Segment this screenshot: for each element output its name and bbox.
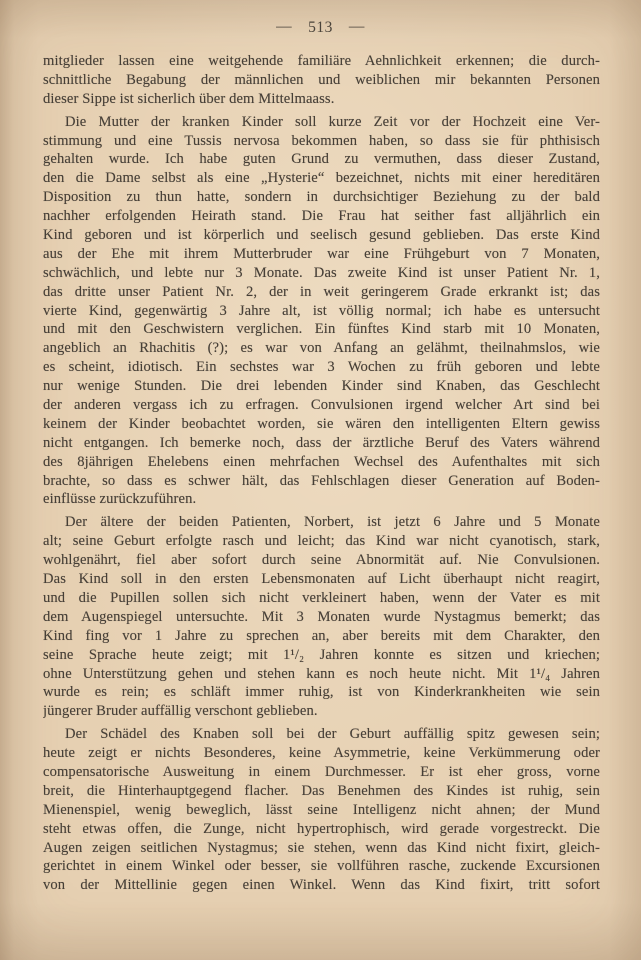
text-line: gehalten wurde. Ich habe guten Grund zu vermuthen, dass dieser Zustand, — [43, 151, 600, 168]
header-dash-left: — — [276, 18, 293, 35]
text-line: wurde es rein; es schläft immer ruhig, ist von Kinderkrankheiten wie sein — [43, 684, 600, 701]
text-line: dieser Sippe ist sicherlich über dem Mittelmaass. — [43, 90, 335, 107]
text-line: seine Sprache heute zeigt; mit 1¹/₂ Jahren konnte es sitzen und kriechen; — [43, 646, 600, 663]
text-line: Die Mutter der kranken Kinder soll kurze Zeit vor der Hochzeit eine Ver- — [65, 113, 600, 130]
text-line: den die Dame selbst als eine „Hysterie“ bezeichnet, nichts mit einer hereditären — [43, 170, 600, 187]
text-line: schnittliche Begabung der männlichen und weiblichen mir bekannten Personen — [43, 71, 600, 88]
text-line: gerichtet in einem Winkel oder besser, sie vollführen rasche, zuckende Excursionen — [43, 858, 600, 875]
text-line: aus der Ehe mit ihrem Mutterbruder war eine Frühgeburt von 7 Monaten, — [43, 245, 600, 262]
text-line: Kind geboren und ist körperlich und seelisch gesund geblieben. Das erste Kind — [43, 227, 600, 244]
text-line: schwächlich, und lebte nur 3 Monate. Das zweite Kind ist unser Patient Nr. 1, — [43, 264, 600, 281]
text-line: keinem der Kinder beobachtet worden, sie wären den intelligenten Eltern gewiss — [43, 415, 600, 432]
text-line: nachher erfolgenden Heirath stand. Die Frau hat seither fast alljährlich ein — [43, 208, 600, 225]
text-line: Der Schädel des Knaben soll bei der Geburt auffällig spitz gewesen sein; — [65, 726, 600, 743]
text-line: der anderen vergass ich zu erfragen. Convulsionen irgend welcher Art sind bei — [43, 397, 600, 414]
text-line: dem Augenspiegel untersuchte. Mit 3 Monaten wurde Nystagmus bemerkt; das — [43, 608, 600, 625]
text-line: einflüsse zurückzuführen. — [43, 491, 197, 508]
text-line: von der Mittellinie gegen einen Winkel. Wenn das Kind fixirt, tritt sofort — [43, 877, 600, 894]
text-line: Mienenspiel, wenig beweglich, lässt seine Intelligenz nicht ahnen; der Mund — [43, 801, 600, 818]
paragraph — [43, 52, 600, 109]
paragraph — [43, 725, 600, 895]
text-line: nicht entgangen. Ich bemerke noch, dass der ärztliche Beruf des Vaters während — [43, 434, 600, 451]
text-line: das dritte unser Patient Nr. 2, der in weit geringerem Grade erkrankt ist; das — [43, 283, 600, 300]
text-line: alt; seine Geburt erfolgte rasch und leicht; das Kind war nicht cyanotisch, stark, — [43, 533, 600, 550]
text-line: brachte, so dass es schwer hält, das Fehlschlagen dieser Generation auf Boden- — [43, 472, 600, 489]
header-dash-right: — — [348, 18, 365, 35]
text-line: vierte Kind, gegenwärtig 3 Jahre alt, ist völlig normal; ich habe es untersucht — [43, 302, 600, 319]
text-line: heute zeigt er nichts Besonderes, keine Asymmetrie, keine Verkümmerung oder — [43, 745, 600, 762]
text-line: mitglieder lassen eine weitgehende familiäre Aehnlichkeit erkennen; die durch- — [43, 53, 600, 69]
text-line: des 8jährigen Ehelebens einen mehrfachen Wechsel des Aufenthaltes mit sich — [43, 453, 600, 470]
text-line: Der ältere der beiden Patienten, Norbert, ist jetzt 6 Jahre und 5 Monate — [65, 514, 600, 531]
text-line: und die Pupillen sollen sich nicht verkleinert haben, wenn der Vater es mit — [43, 589, 600, 606]
text-line: compensatorische Ausweitung in einem Durchmesser. Er ist eher gross, vorne — [43, 763, 600, 780]
paragraph — [43, 113, 600, 510]
page-number: 513 — [308, 19, 333, 36]
text-line: Das Kind soll in den ersten Lebensmonaten auf Licht überhaupt nicht reagirt, — [43, 571, 600, 588]
page-header — [0, 19, 641, 37]
text-line: nur wenige Stunden. Die drei lebenden Kinder sind Knaben, das Geschlecht — [43, 378, 600, 395]
paragraph — [43, 513, 600, 721]
text-line: steht etwas offen, die Zunge, nicht hypertrophisch, wird gerade vorgestreckt. Die — [43, 820, 600, 837]
text-line: es scheint, idiotisch. Ein sechstes war 3 Wochen zu früh geboren und lebte — [43, 359, 600, 376]
text-line: wohlgenährt, fiel aber sofort durch seine Abnormität auf. Nie Convulsionen. — [43, 552, 600, 569]
text-line: ohne Unterstützung gehen und stehen kann es noch heute nicht. Mit 1¹/₄ Jahren — [43, 665, 600, 682]
text-line: Kind fing vor 1 Jahre zu sprechen an, aber bereits mit dem Charakter, den — [43, 627, 600, 644]
text-line: breit, die Hinterhauptgegend flacher. Das Benehmen des Kindes ist ruhig, sein — [43, 782, 600, 799]
text-line: und mit den Geschwistern verglichen. Ein fünftes Kind starb mit 10 Monaten, — [43, 321, 600, 338]
text-line: jüngerer Bruder auffällig verschont geblieben. — [43, 703, 318, 720]
text-line: Disposition zu thun hatte, sondern in durchsichtiger Beziehung zu der bald — [43, 189, 600, 206]
text-line: angeblich an Rhachitis (?); es war von Anfang an gelähmt, theilnahmslos, wie — [43, 340, 600, 357]
page-body — [43, 52, 600, 895]
text-line: stimmung und eine Tussis nervosa bekommen haben, so dass sie für phthisisch — [43, 132, 600, 149]
text-line: Augen zeigen seitlichen Nystagmus; sie stehen, wenn das Kind nicht fixirt, gleich- — [43, 839, 600, 856]
